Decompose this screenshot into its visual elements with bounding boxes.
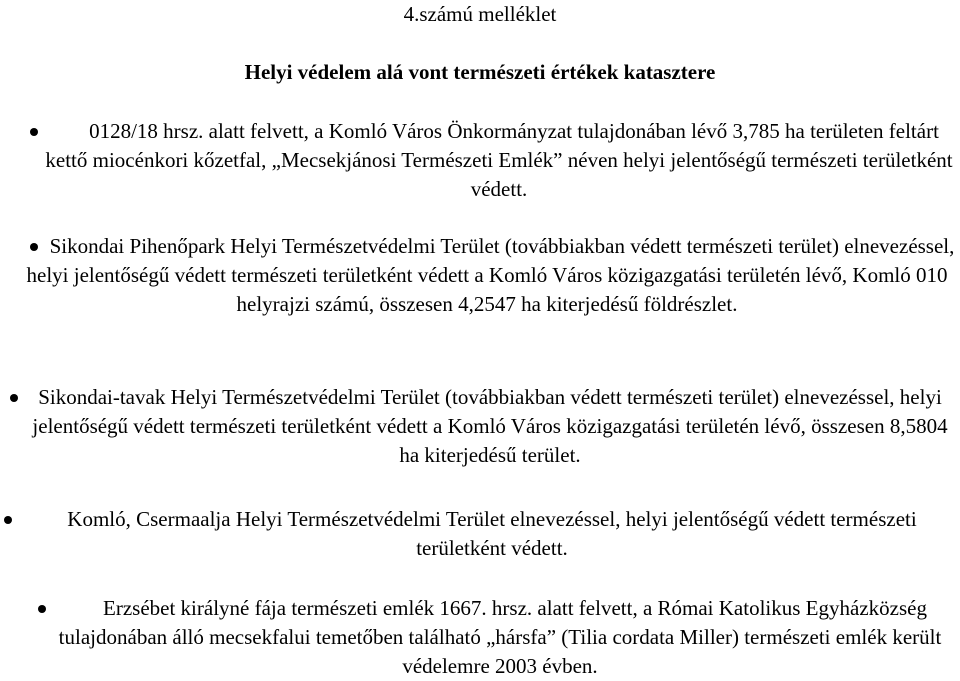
list-item-text: Erzsébet királyné fája természeti emlék 1667. hrsz. alatt felvett, a Római Katolikus Egyházközség tulajdonában álló mecsekfalui temetőben található „hársfa” (Tilia cordata Miller) természeti emlék került védelemre 2003 évben. <box>58 596 942 678</box>
document-title: Helyi védelem alá vont természeti értékek katasztere <box>244 60 716 84</box>
bullet-icon <box>10 394 18 402</box>
annex-label: 4.számú melléklet <box>403 2 557 26</box>
list-item-text: Sikondai-tavak Helyi Természetvédelmi Terület (továbbiakban védett természeti terület) elnevezéssel, helyi jelentőségű védett természeti területként védett a Komló Város közigazgatási területén lévő, összesen 8,5804 ha kiterjedésű terület. <box>32 385 948 467</box>
bullet-icon <box>30 128 38 136</box>
list-item-text: Komló, Csermaalja Helyi Természetvédelmi Terület elnevezéssel, helyi jelentőségű védett természeti területként védett. <box>67 507 917 560</box>
bullet-icon <box>4 516 12 524</box>
list-item-text: 0128/18 hrsz. alatt felvett, a Komló Város Önkormányzat tulajdonában lévő 3,785 ha területen feltárt kettő miocénkori kőzetfal, „Mecsekjánosi Természeti Emlék” néven helyi jelentőségű természeti területként védett. <box>45 119 953 201</box>
list-item-text: Sikondai Pihenőpark Helyi Természetvédelmi Terület (továbbiakban védett természeti terület) elnevezéssel, helyi jelentőségű védett természeti területként védett a Komló Város közigazgatási területén lévő, Komló 010 helyrajzi számú, összesen 4,2547 ha kiterjedésű földrészlet. <box>26 234 955 316</box>
